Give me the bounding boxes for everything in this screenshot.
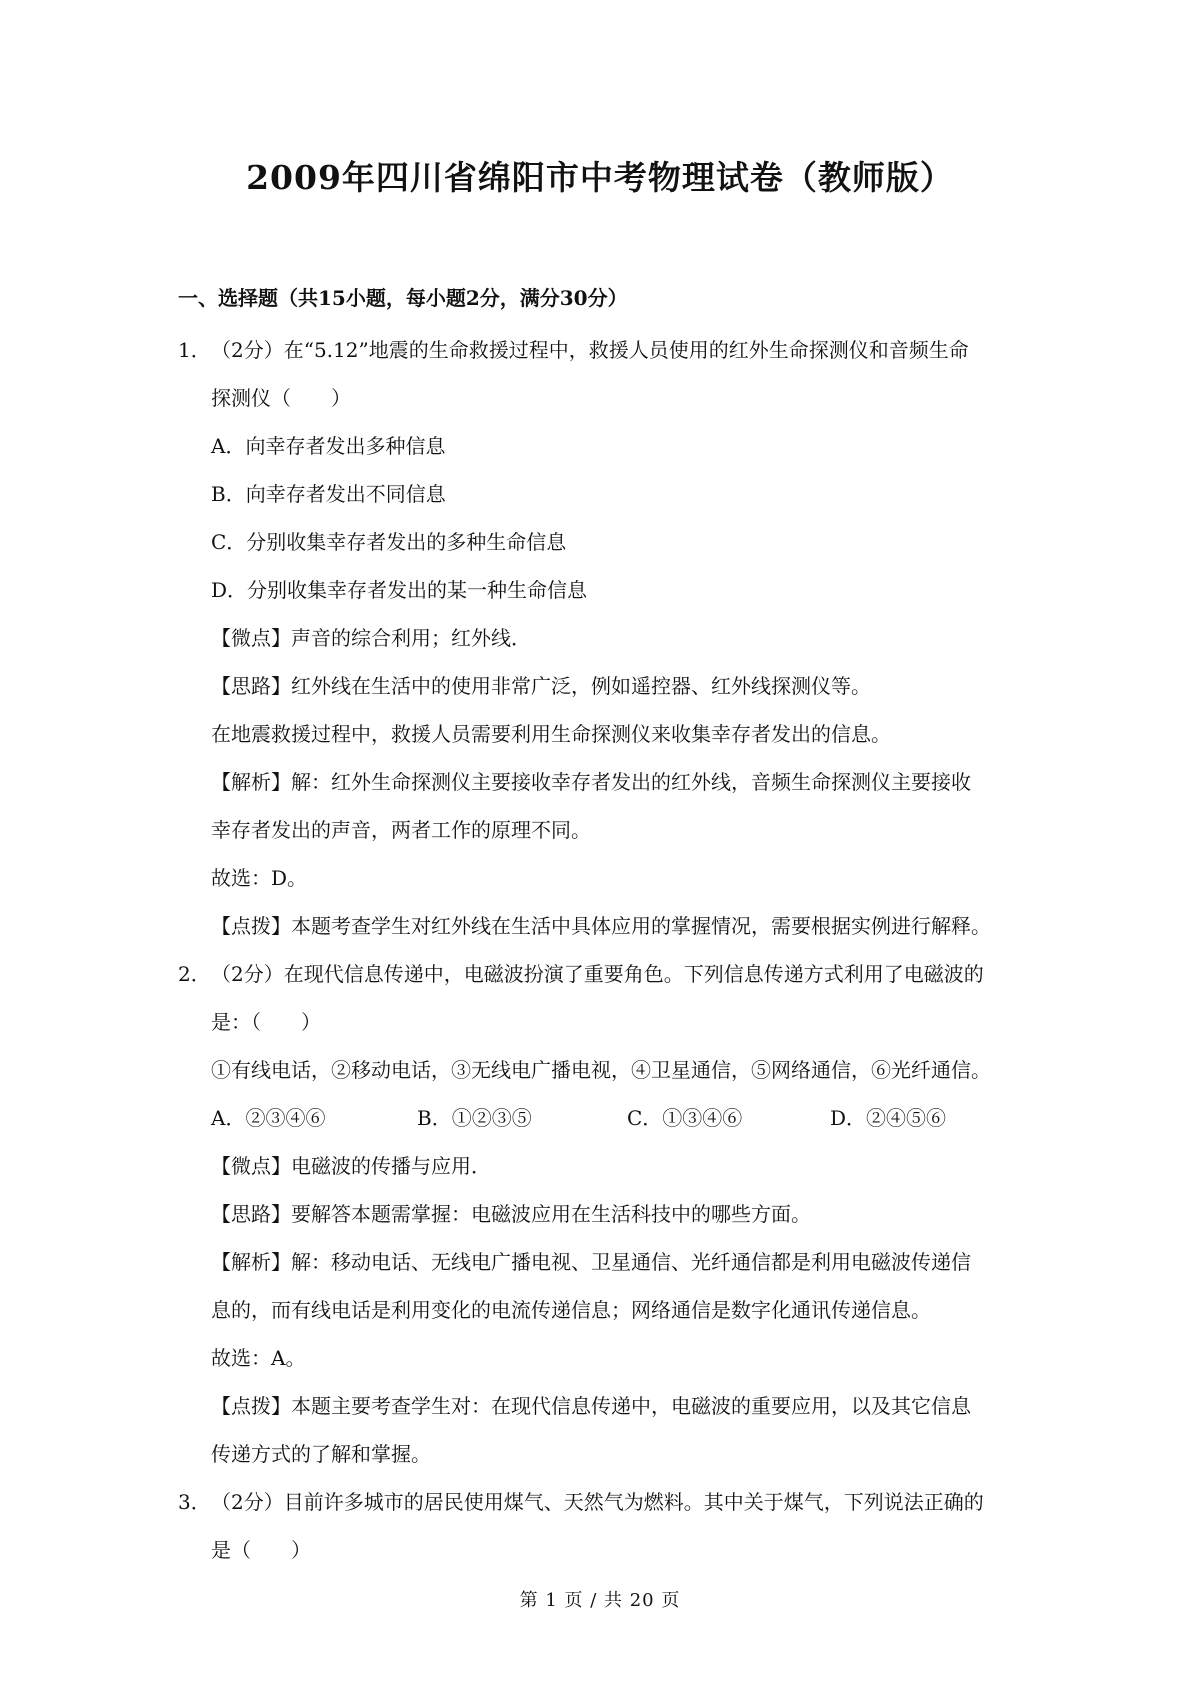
q3-stem-line1 (178, 1478, 1028, 1526)
q1-option-b: B．向幸存者发出不同信息 (211, 482, 446, 506)
q1-silu-line1: 【思路】红外线在生活中的使用非常广泛，例如遥控器、红外线探测仪等。 (211, 674, 871, 698)
q2-dianbo-line2: 传递方式的了解和掌握。 (211, 1442, 431, 1466)
q2-option-d: D．②④⑤⑥ (830, 1106, 947, 1130)
q2-stem: （2分）在现代信息传递中，电磁波扮演了重要角色。下列信息传递方式利用了电磁波的 (211, 962, 984, 986)
q3-number: 3． (178, 1490, 211, 1514)
q1-stem-line1 (178, 326, 1028, 374)
q1-stem-line2: 探测仪（ ） (211, 386, 351, 410)
q2-weidian: 【微点】电磁波的传播与应用． (211, 1154, 491, 1178)
q1-jiexi-line2: 幸存者发出的声音，两者工作的原理不同。 (211, 818, 591, 842)
q3-stem: （2分）目前许多城市的居民使用煤气、天然气为燃料。其中关于煤气，下列说法正确的 (211, 1490, 984, 1514)
q1-weidian: 【微点】声音的综合利用；红外线． (211, 626, 531, 650)
q1-number: 1． (178, 338, 211, 362)
q1-option-d: D．分别收集幸存者发出的某一种生命信息 (211, 578, 588, 602)
q2-option-a: A．②③④⑥ (211, 1106, 326, 1130)
q2-option-b: B．①②③⑤ (417, 1106, 532, 1130)
q3-stem-line2: 是（ ） (211, 1538, 311, 1562)
page-footer: 第 1 页 / 共 20 页 (519, 1590, 681, 1611)
q1-silu-line2: 在地震救援过程中，救援人员需要利用生命探测仪来收集幸存者发出的信息。 (211, 722, 891, 746)
q1-dianbo: 【点拨】本题考查学生对红外线在生活中具体应用的掌握情况，需要根据实例进行解释。 (211, 914, 991, 938)
q1-option-a: A．向幸存者发出多种信息 (211, 434, 446, 458)
q1-stem: （2分）在“5.12”地震的生命救援过程中，救援人员使用的红外生命探测仪和音频生命 (211, 338, 969, 362)
q2-answer: 故选：A。 (211, 1346, 306, 1370)
q2-jiexi-line2: 息的，而有线电话是利用变化的电流传递信息；网络通信是数字化通讯传递信息。 (211, 1298, 931, 1322)
page-title: 2009年四川省绵阳市中考物理试卷（教师版） (246, 158, 954, 197)
section-heading: 一、选择题（共15小题，每小题2分，满分30分） (178, 286, 628, 310)
q1-answer: 故选：D。 (211, 866, 308, 890)
q2-option-c: C．①③④⑥ (627, 1106, 743, 1130)
q1-jiexi-line1: 【解析】解：红外生命探测仪主要接收幸存者发出的红外线，音频生命探测仪主要接收 (211, 770, 971, 794)
q2-list: ①有线电话，②移动电话，③无线电广播电视，④卫星通信，⑤网络通信，⑥光纤通信。 (211, 1058, 991, 1082)
q2-stem-line2: 是：（ ） (211, 1010, 321, 1034)
question-list (178, 326, 1028, 1574)
q2-stem-line1 (178, 950, 1028, 998)
q2-number: 2． (178, 962, 211, 986)
q2-jiexi-line1: 【解析】解：移动电话、无线电广播电视、卫星通信、光纤通信都是利用电磁波传递信 (211, 1250, 971, 1274)
q1-option-c: C．分别收集幸存者发出的多种生命信息 (211, 530, 567, 554)
q2-options-row (178, 1094, 1028, 1142)
q2-dianbo-line1: 【点拨】本题主要考查学生对：在现代信息传递中，电磁波的重要应用，以及其它信息 (211, 1394, 971, 1418)
q2-silu: 【思路】要解答本题需掌握：电磁波应用在生活科技中的哪些方面。 (211, 1202, 811, 1226)
